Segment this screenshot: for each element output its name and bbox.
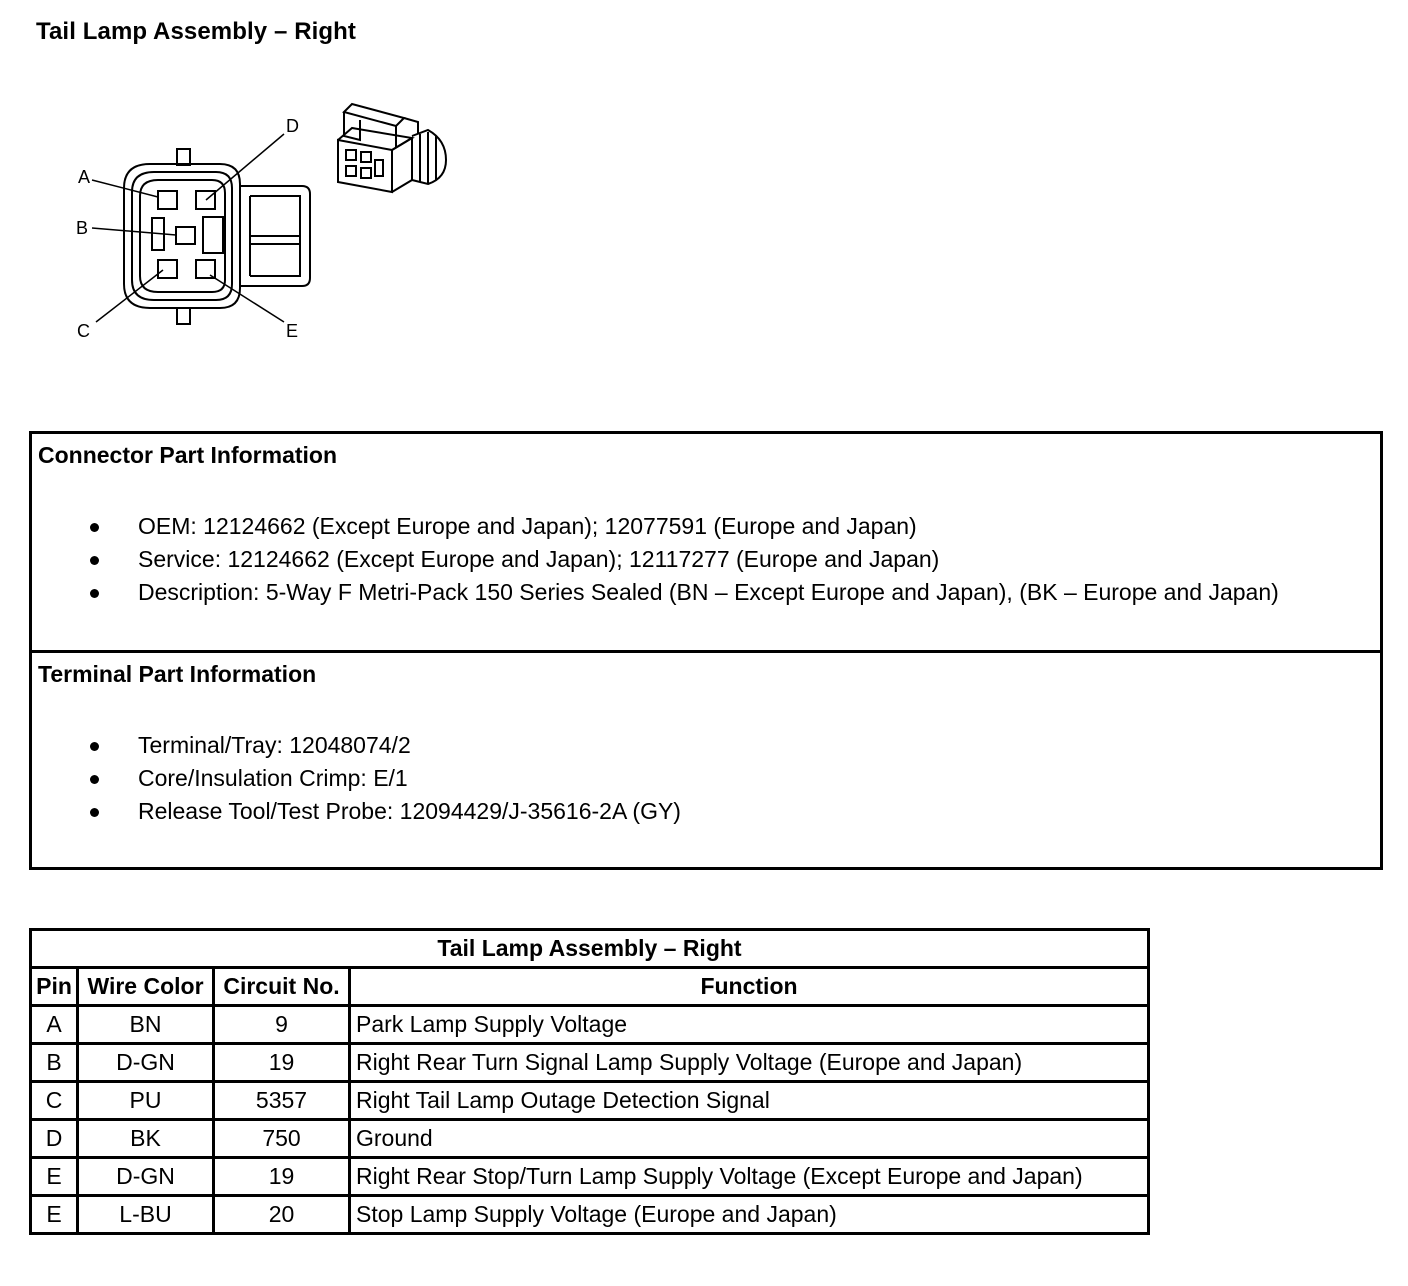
pin-label-b: B xyxy=(76,218,89,238)
part-information-box xyxy=(29,431,1383,870)
table-row: E L-BU 20 Stop Lamp Supply Voltage (Europe and Japan) xyxy=(31,1196,1149,1234)
connector-info-list xyxy=(32,510,1279,609)
table-row: C PU 5357 Right Tail Lamp Outage Detection Signal xyxy=(31,1082,1149,1120)
list-item: Description: 5-Way F Metri-Pack 150 Series Sealed (BN – Except Europe and Japan), (BK – Europe and Japan) xyxy=(32,576,1279,609)
pin-cavity-b xyxy=(176,227,195,244)
pin-cavity-e xyxy=(196,260,215,278)
pin-cavity-a xyxy=(158,191,177,209)
list-item: Terminal/Tray: 12048074/2 xyxy=(32,729,681,762)
table-row: B D-GN 19 Right Rear Turn Signal Lamp Supply Voltage (Europe and Japan) xyxy=(31,1044,1149,1082)
header-wire-color: Wire Color xyxy=(78,968,214,1006)
pin-label-c: C xyxy=(77,321,90,341)
list-item: Release Tool/Test Probe: 12094429/J-35616-2A (GY) xyxy=(32,795,681,828)
connector-face-view xyxy=(92,134,310,324)
pin-label-e: E xyxy=(286,321,299,341)
pin-cavity-c xyxy=(158,260,177,278)
table-header-row xyxy=(31,968,1149,1006)
list-item: OEM: 12124662 (Except Europe and Japan); 12077591 (Europe and Japan) xyxy=(32,510,1279,543)
header-function: Function xyxy=(350,968,1149,1006)
table-title: Tail Lamp Assembly – Right xyxy=(31,930,1149,968)
table-row: A BN 9 Park Lamp Supply Voltage xyxy=(31,1006,1149,1044)
table-row: D BK 750 Ground xyxy=(31,1120,1149,1158)
terminal-info-list xyxy=(32,729,681,828)
bullet-icon xyxy=(90,589,99,598)
connector-isometric-view xyxy=(338,104,446,192)
page-title: Tail Lamp Assembly – Right xyxy=(36,18,357,45)
pin-function-table xyxy=(29,928,1150,1235)
bullet-icon xyxy=(90,742,99,751)
bullet-icon xyxy=(90,523,99,532)
bullet-icon xyxy=(90,808,99,817)
terminal-info-heading: Terminal Part Information xyxy=(38,661,317,687)
pin-label-a: A xyxy=(78,167,91,187)
pin-label-d: D xyxy=(286,116,299,136)
connector-diagram xyxy=(0,0,480,360)
header-circuit-no: Circuit No. xyxy=(214,968,350,1006)
pin-cavity-d xyxy=(196,191,215,209)
connector-part-information xyxy=(32,434,1380,653)
terminal-part-information xyxy=(32,653,1380,867)
header-pin: Pin xyxy=(31,968,78,1006)
list-item: Core/Insulation Crimp: E/1 xyxy=(32,762,681,795)
connector-info-heading: Connector Part Information xyxy=(38,442,338,468)
bullet-icon xyxy=(90,775,99,784)
list-item: Service: 12124662 (Except Europe and Japan); 12117277 (Europe and Japan) xyxy=(32,543,1279,576)
bullet-icon xyxy=(90,556,99,565)
table-row: E D-GN 19 Right Rear Stop/Turn Lamp Supply Voltage (Except Europe and Japan) xyxy=(31,1158,1149,1196)
